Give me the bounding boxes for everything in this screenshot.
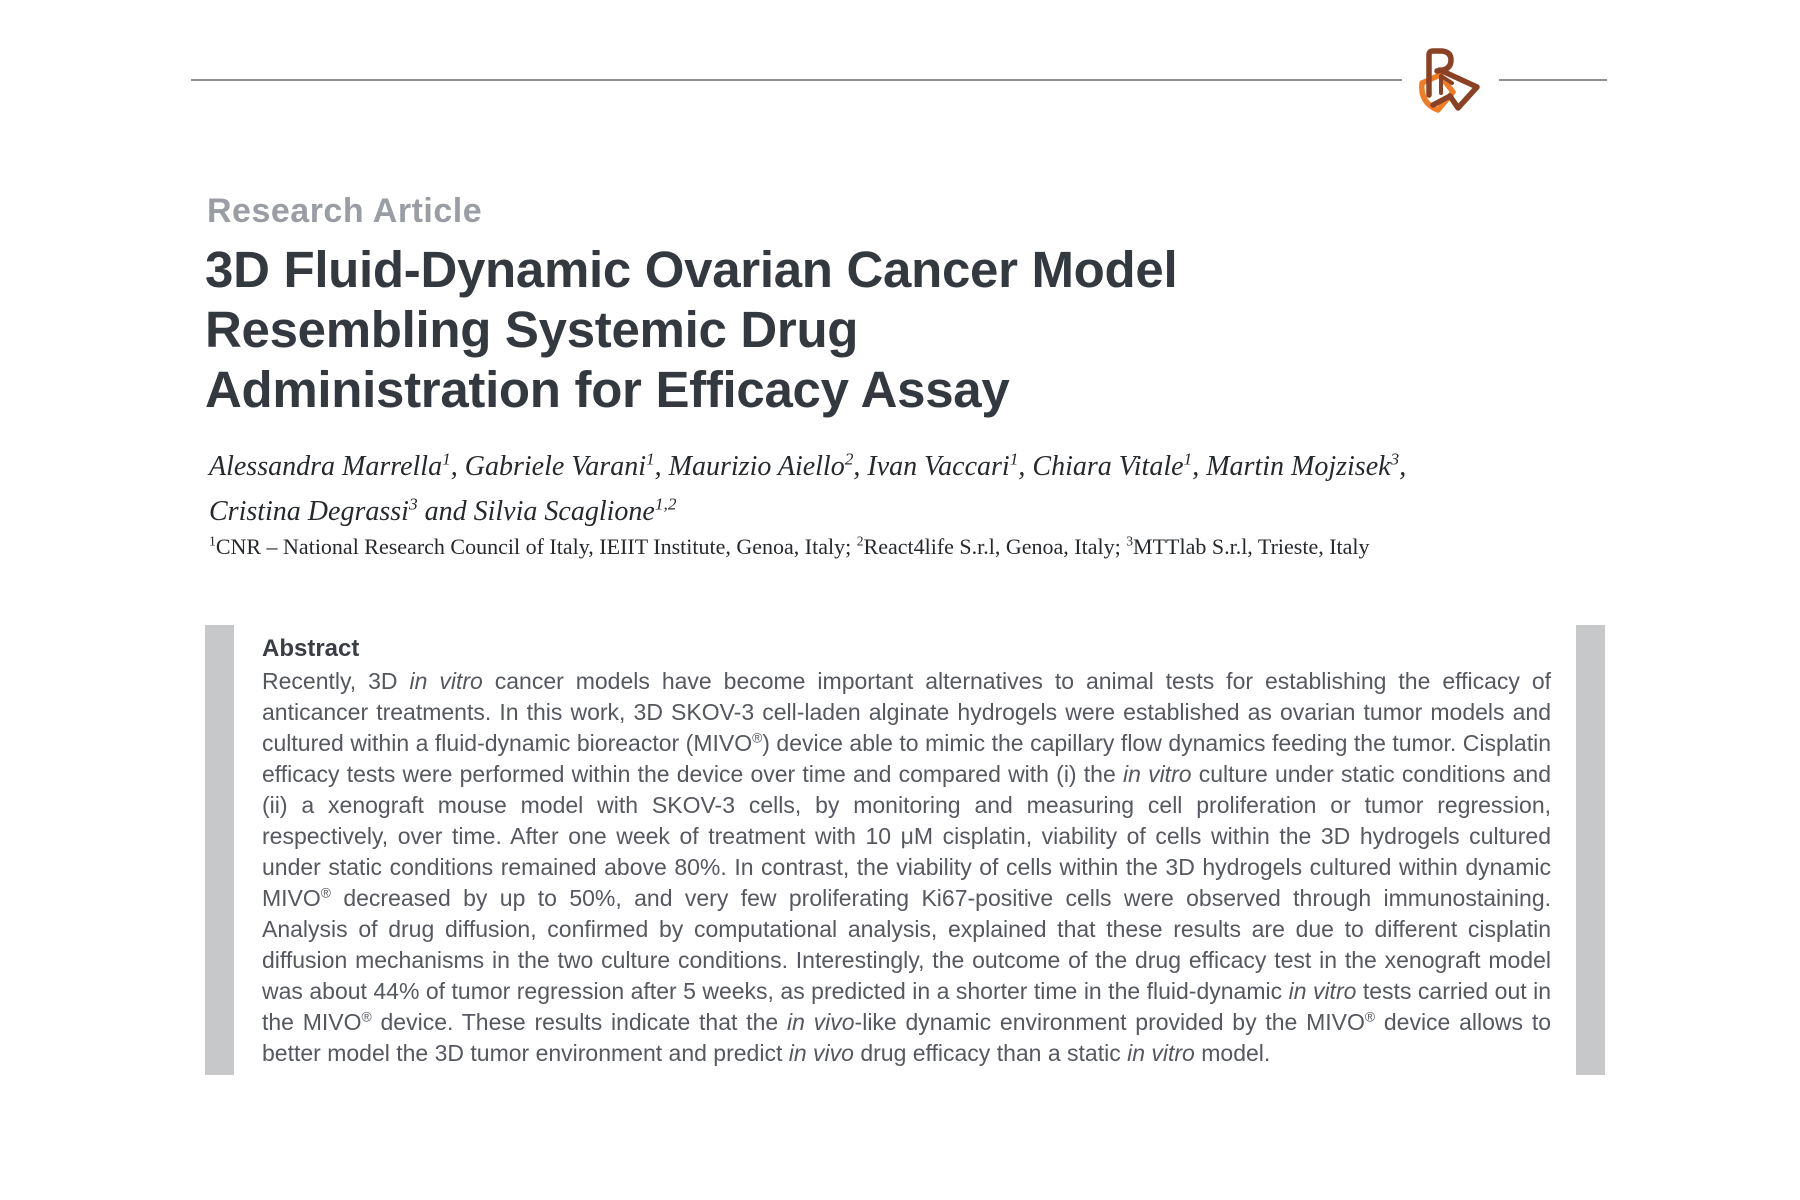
abstract-heading: Abstract <box>262 635 360 662</box>
abstract-right-bar <box>1576 625 1605 1075</box>
abstract-section <box>205 625 1605 1075</box>
header-rule <box>191 43 1607 117</box>
article-title-line: 3D Fluid-Dynamic Ovarian Cancer Model <box>205 241 1178 298</box>
abstract-text <box>262 625 1551 1075</box>
article-title-line: Resembling Systemic Drug <box>205 301 859 358</box>
affiliations: $^1$CNR – National Research Council of Italy, IEIIT Institute, Genoa, Italy; $^2$React4life S.r.l, Genoa, Italy; $^3$MTTlab S.r.l, Trieste, Italy <box>209 533 1370 559</box>
journal-logo-icon <box>1409 43 1491 117</box>
header-rule-right <box>1499 79 1607 81</box>
author-line: Alessandra Marrella$^1$, Gabriele Varani$^1$, Maurizio Aiello$^2$, Ivan Vaccari$^1$, Chiara Vitale$^1$, Martin Mojzisek$^3$, <box>209 449 1407 482</box>
author-list <box>209 444 1406 534</box>
abstract-body: Recently, 3D in vitro cancer models have become important alternatives to animal tests for establishing the efficacy of anticancer treatments. In this work, 3D SKOV-3 cell-laden alginate hydrogels were established as ovarian tumor models and cultured within a fluid-dynamic bioreactor (MIVO®) device able to mimic the capillary flow dynamics feeding the tumor. Cisplatin efficacy tests were performed within the device over time and compared with (i) the in vitro culture under static conditions and (ii) a xenograft mouse model with SKOV-3 cells, by monitoring and measuring cell proliferation or tumor regression, respectively, over time. After one week of treatment with 10 μM cisplatin, viability of cells within the 3D hydrogels cultured under static conditions remained above 80%. In contrast, the viability of cells within the 3D hydrogels cultured within dynamic MIVO® decreased by up to 50%, and very few proliferating Ki67-positive cells were observed through immunostaining. Analysis of drug diffusion, confirmed by computational analysis, explained that these results are due to different cisplatin diffusion mechanisms in the two culture conditions. Interestingly, the outcome of the drug efficacy test in the xenograft model was about 44% of tumor regression after 5 weeks, as predicted in a shorter time in the fluid-dynamic in vitro tests carried out in the MIVO® device. These results indicate that the in vivo-like dynamic environment provided by the MIVO® device allows to better model the 3D tumor environment and predict in vivo drug efficacy than a static in vitro model. <box>262 668 1552 1066</box>
author-line: Cristina Degrassi$^3$ and Silvia Scaglione$^{1,2}$ <box>209 494 677 527</box>
abstract-left-bar <box>205 625 234 1075</box>
article-title-line: Administration for Efficacy Assay <box>205 361 1010 418</box>
article-title <box>205 240 1177 420</box>
header-rule-left <box>191 79 1402 81</box>
article-type-label: Research Article <box>207 192 483 230</box>
